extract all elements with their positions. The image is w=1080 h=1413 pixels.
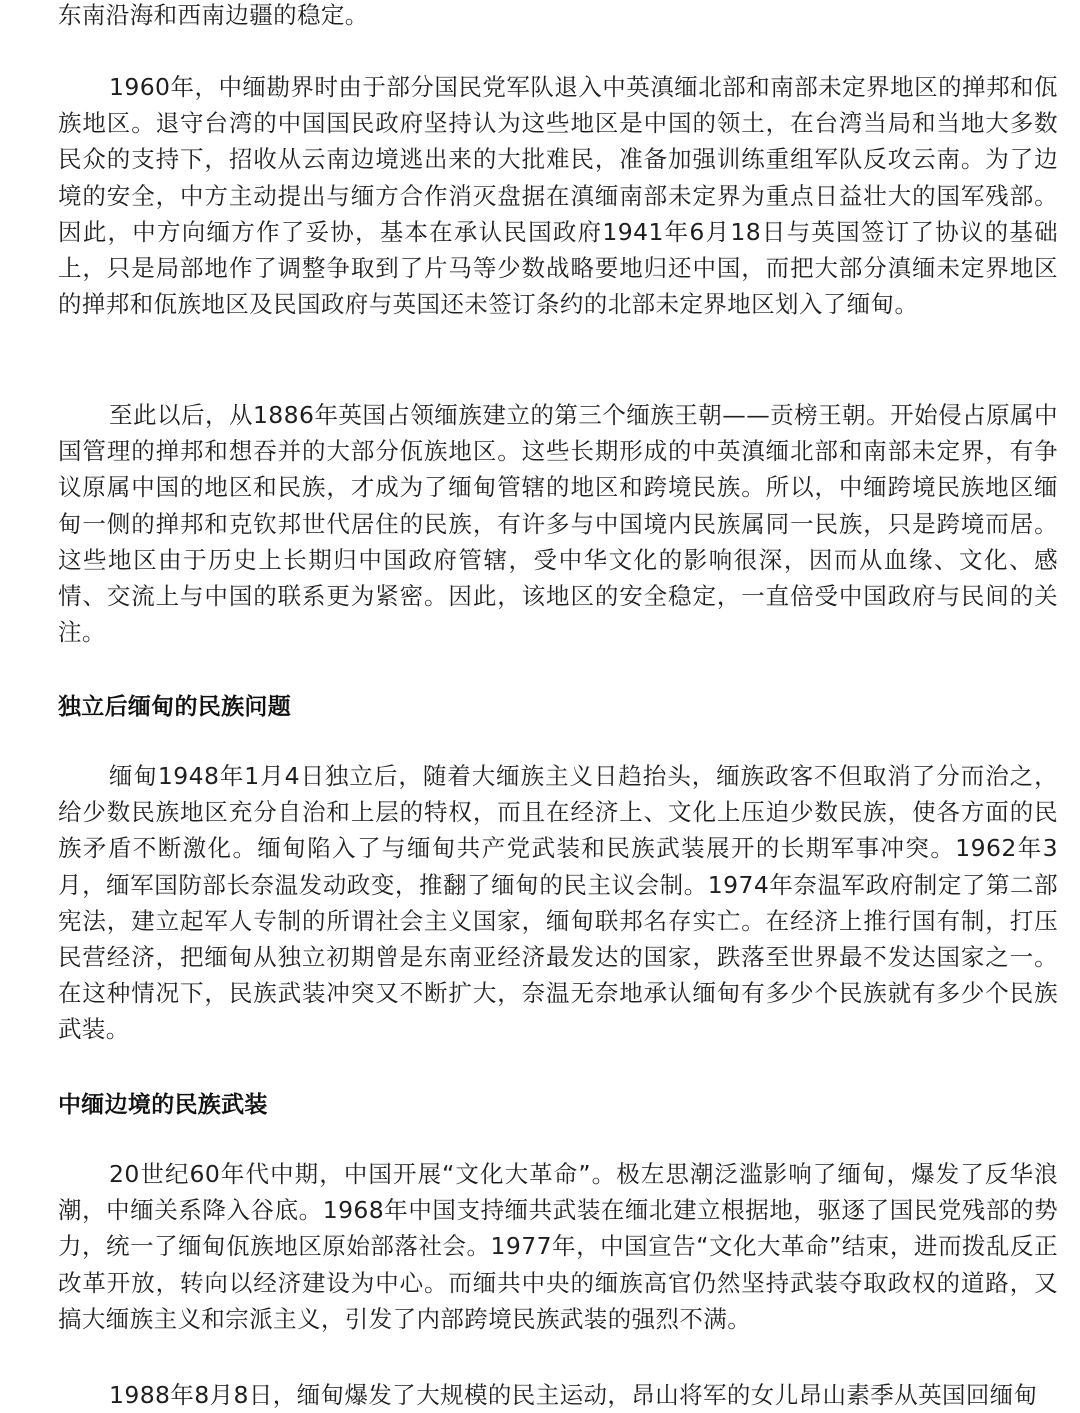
paragraph: 1960年，中缅勘界时由于部分国民党军队退入中英滇缅北部和南部未定界地区的掸邦和佤族地区。退守台湾的中国国民政府坚持认为这些地区是中国的领土，在台湾当局和当地大多数民众的支持下，招收从云南边境逃出来的大批难民，准备加强训练重组军队反攻云南。为了边境的安全，中方主动提出与缅方合作消灭盘据在滇缅南部未定界为重点日益壮大的国军残部。因此，中方向缅方作了妥协，基本在承认民国政府1941年6月18日与英国签订了协议的基础上，只是局部地作了调整争取到了片马等少数战略要地归还中国，而把大部分滇缅未定界地区的掸邦和佤族地区及民国政府与英国还未签订条约的北部未定界地区划入了缅甸。 (58, 73, 1058, 319)
section-heading: 独立后缅甸的民族问题 (58, 694, 291, 720)
paragraph: 缅甸1948年1月4日独立后，随着大缅族主义日趋抬头，缅族政客不但取消了分而治之，给少数民族地区充分自治和上层的特权，而且在经济上、文化上压迫少数民族，使各方面的民族矛盾不断激化。缅甸陷入了与缅甸共产党武装和民族武装展开的长期军事冲突。1962年3月，缅军国防部长奈温发动政变，推翻了缅甸的民主议会制。1974年奈温军政府制定了第二部宪法，建立起军人专制的所谓社会主义国家，缅甸联邦名存实亡。在经济上推行国有制，打压民营经济，把缅甸从独立初期曾是东南亚经济最发达的国家，跌落至世界最不发达国家之一。在这种情况下，民族武装冲突又不断扩大，奈温无奈地承认缅甸有多少个民族就有多少个民族武装。 (58, 762, 1058, 1044)
section-heading: 中缅边境的民族武装 (58, 1092, 268, 1118)
paragraph: 至此以后，从1886年英国占领缅族建立的第三个缅族王朝——贡榜王朝。开始侵占原属中国管理的掸邦和想吞并的大部分佤族地区。这些长期形成的中英滇缅北部和南部未定界，有争议原属中国的地区和民族，才成为了缅甸管辖的地区和跨境民族。所以，中缅跨境民族地区缅甸一侧的掸邦和克钦邦世代居住的民族，有许多与中国境内民族属同一民族，只是跨境而居。这些地区由于历史上长期归中国政府管辖，受中华文化的影响很深，因而从血缘、文化、感情、交流上与中国的联系更为紧密。因此，该地区的安全稳定，一直倍受中国政府与民间的关注。 (58, 401, 1058, 647)
paragraph: 20世纪60年代中期，中国开展“文化大革命”。极左思潮泛滥影响了缅甸，爆发了反华浪潮，中缅关系降入谷底。1968年中国支持缅共武装在缅北建立根据地，驱逐了国民党残部的势力，统一了缅甸佤族地区原始部落社会。1977年，中国宣告“文化大革命”结束，进而拨乱反正改革开放，转向以经济建设为中心。而缅共中央的缅族高官仍然坚持武装夺取政权的道路，又搞大缅族主义和宗派主义，引发了内部跨境民族武装的强烈不满。 (58, 1160, 1058, 1333)
paragraph: 东南沿海和西南边疆的稳定。 (58, 1, 369, 29)
paragraph: 1988年8月8日，缅甸爆发了大规模的民主运动，昂山将军的女儿昂山素季从英国回缅甸 (109, 1381, 1038, 1409)
